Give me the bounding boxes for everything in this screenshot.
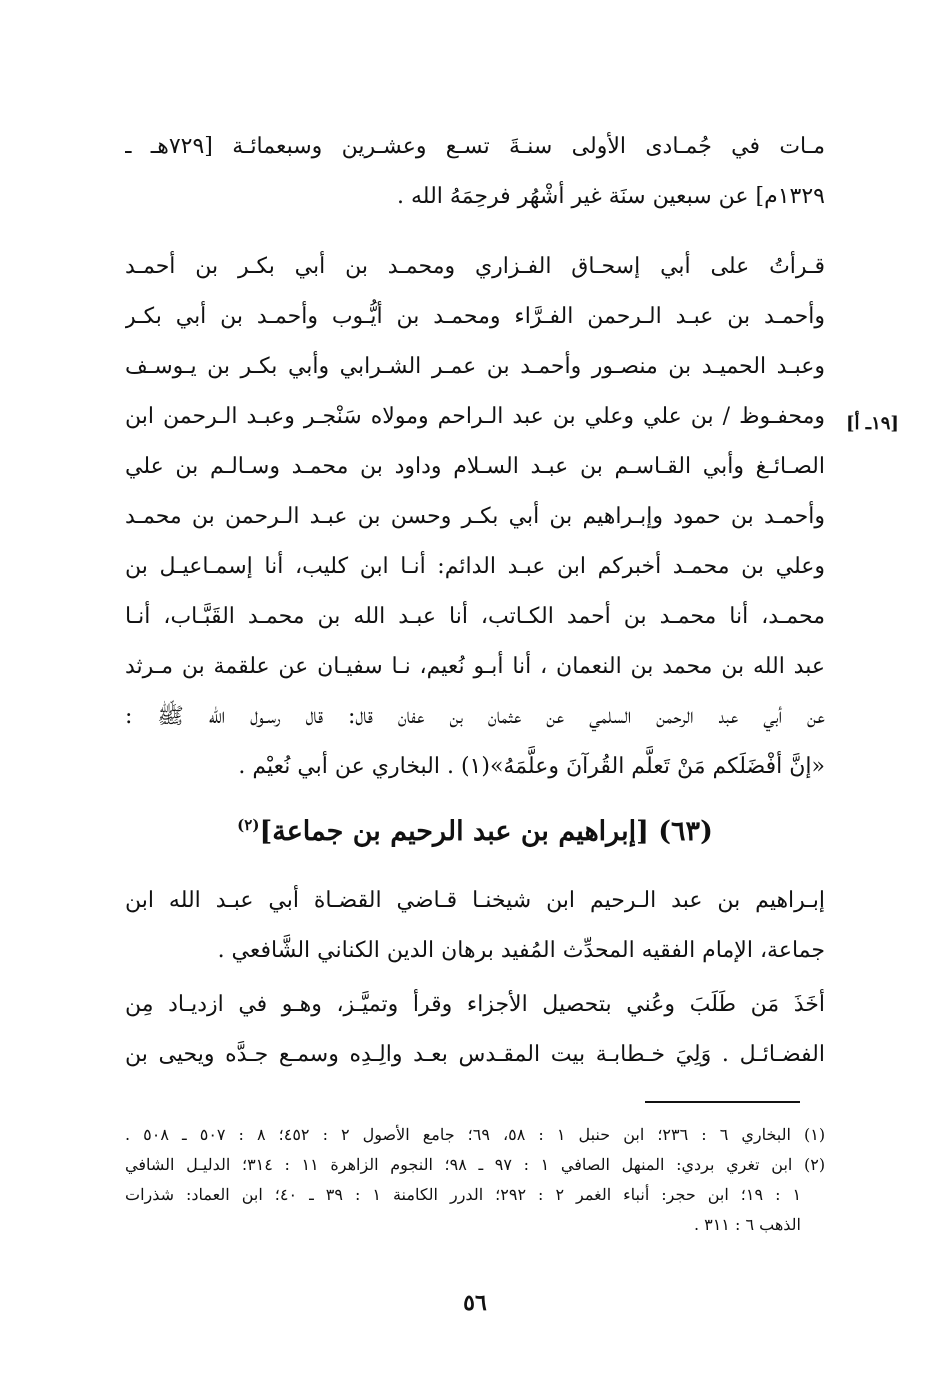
footnote-line: ١ : ١٩؛ ابن حجر: أنباء الغمر ٢ : ٢٩٢؛ الدرر الكامنة ١ : ٣٩ ـ ٤٠؛ ابن العماد: شذرات	[125, 1185, 802, 1204]
paragraph-chain-of-narration	[125, 242, 825, 792]
text-line: مـات في جُمـادى الأولى سنـةَ تسـع وعشـرين وسبعمائـة [٧٢٩هـ ـ	[125, 134, 825, 159]
text-line: ١٣٢٩م] عن سبعين سنَة غير أشْهُر فرحِمَهُ الله .	[397, 184, 825, 209]
page-number: ٥٦	[463, 1290, 487, 1316]
text-line: ومحفـوظ / بن علي وعلي بن عبد الـراحم ومولاه سَنْجـر وعبـد الـرحمن ابن	[125, 404, 825, 429]
manuscript-folio-marker: [١٩ـ أ]	[846, 413, 899, 434]
text-line: «إنَّ أفْضَلَكم مَنْ تَعلَّم القُرآنَ وعلَّمَهُ»(١) . البخاري عن أبي نُعيْم .	[238, 754, 825, 779]
footnote-line: (٢) ابن تغري بردي: المنهل الصافي ١ : ٩٧ ـ ٩٨؛ النجوم الزاهرة ١١ : ٣١٤؛ الدليـل الشافي	[125, 1155, 825, 1174]
footnote-line: (١) البخاري ٦ : ٢٣٦؛ ابن حنبل ١ : ٥٨، ٦٩؛ جامع الأصول ٢ : ٤٥٢؛ ٨ : ٥٠٧ ـ ٥٠٨ .	[125, 1125, 825, 1144]
text-line: جماعة، الإمام الفقيه المحدِّث المُفيد برهان الدين الكناني الشَّافعي .	[217, 938, 825, 963]
text-line: وعبـد الحميـد بن منصـور وأحمـد بن عمـر الشـرابي وأبي بكـر بن يـوسـف	[125, 354, 825, 379]
text-line: قـرأتُ على أبي إسحـاق الفـزاري ومحمـد بن أبي بكـر بن أحمـد	[125, 254, 825, 279]
section-heading	[125, 795, 825, 862]
text-line: إبـراهيم بن عبد الـرحيم ابن شيخنـا قـاضي القضـاة أبي عبـد الله ابن	[125, 888, 825, 913]
text-line: الفضـائـل . وَلِيَ خـطابـة بيت المقـدس بعـد والِـدِه وسمـع جـدَّه ويحيى بن	[125, 1042, 825, 1067]
paragraph-death-date	[125, 122, 825, 222]
heading-text: (٦٣) [إبراهيم بن عبد الرحيم بن جماعة]	[259, 816, 713, 847]
footnote-line: الذهب ٦ : ٣١١ .	[693, 1215, 801, 1234]
text-line: وعلي بن محمـد أخبركم ابن عبـد الدائم: أنـا ابن كليب، أنا إسمـاعيـل بن	[125, 554, 825, 579]
footnote-separator	[645, 1101, 800, 1103]
text-line: وأحمـد بن حمود وإبـراهيم بن أبي بكـر وحسن بن عبـد الـرحمن بن محمـد	[125, 504, 825, 529]
footnotes	[125, 1120, 825, 1240]
text-line: الصـائـغ وأبي القـاسـم بن عبـد السـلام وداود بن محمـد وسـالـم بن علي	[125, 454, 825, 479]
text-line: أخَذَ مَن طَلَبَ وعُني بتحصيل الأجزاء وقرأ وتميَّـز، وهـو في ازديـاد مِن	[125, 992, 825, 1017]
text-line: محمـد، أنا محمـد بن أحمد الكـاتب، أنا عبـد الله بن محمـد القَبَّـاب، أنـا	[125, 604, 825, 629]
text-line: عبد الله بن محمد بن النعمان ، أنا أبـو نُعيم، نـا سفيـان عن علقمة بن مـرثد	[125, 654, 825, 679]
heading-footnote-ref: (٢)	[237, 816, 260, 834]
paragraph-biography-intro	[125, 876, 825, 976]
text-line: وأحمـد بن عبـد الـرحمن الفـرَّاء ومحمـد بن أيُّـوب وأحمـد بن أبي بكـر	[125, 304, 825, 329]
text-line: عن أبي عبد الرحمن السلمي عن عثمان بن عفان قال: قال رسـول الله ﷺ :	[125, 704, 825, 729]
paragraph-biography-details	[125, 980, 825, 1080]
